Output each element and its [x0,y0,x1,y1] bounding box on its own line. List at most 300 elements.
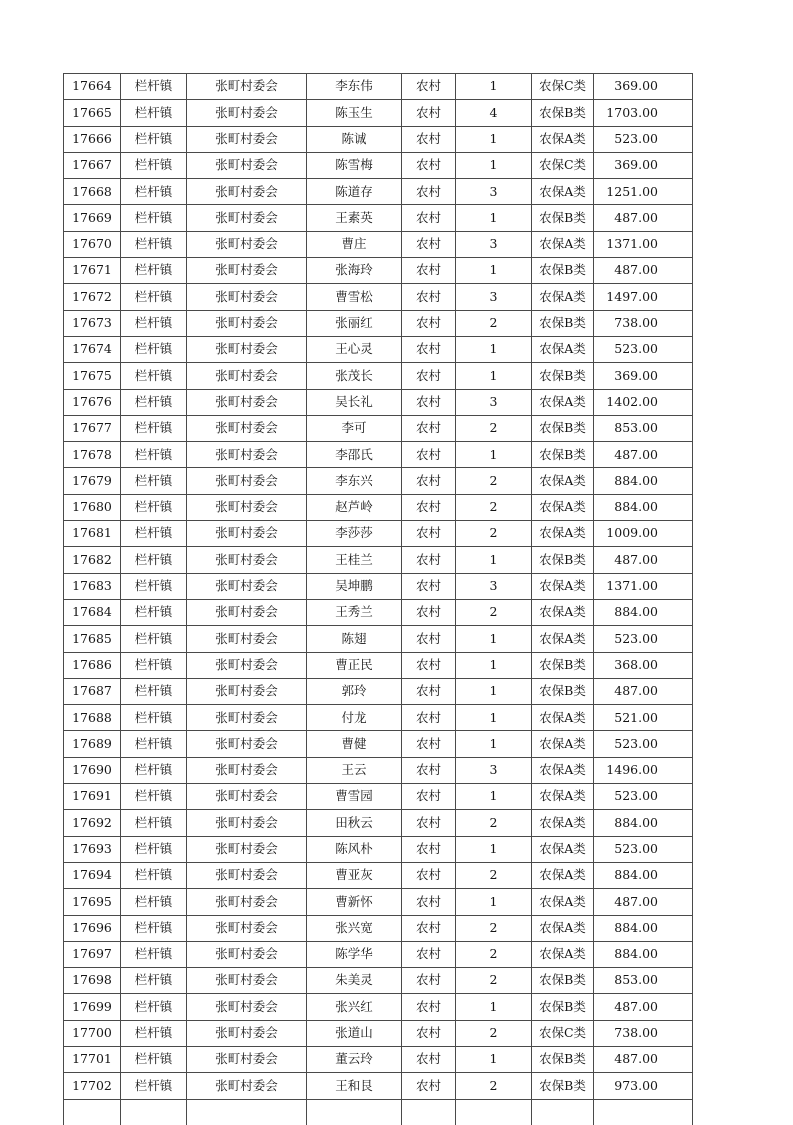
table-row [64,547,693,573]
cell-amount: 487.00 [594,889,693,915]
cell-name: 李莎莎 [307,521,402,547]
cell-id: 17699 [64,994,121,1020]
cell-type: 农村 [402,573,456,599]
cell-village: 张町村委会 [187,1046,307,1072]
cell-category: 农保B类 [532,1073,594,1099]
cell-count: 2 [456,941,532,967]
cell-id: 17680 [64,494,121,520]
cell-type: 农村 [402,1046,456,1072]
table-row [64,231,693,257]
cell-name: 陈道存 [307,179,402,205]
cell-type: 农村 [402,626,456,652]
table-row [64,442,693,468]
cell-category: 农保C类 [532,74,594,100]
table-row [64,941,693,967]
cell-amount: 884.00 [594,810,693,836]
cell-amount: 369.00 [594,152,693,178]
cell-town: 栏杆镇 [121,810,187,836]
cell-type: 农村 [402,336,456,362]
table-row [64,415,693,441]
cell-count: 2 [456,521,532,547]
cell-category: 农保A类 [532,336,594,362]
cell-count: 1 [456,705,532,731]
cell-count: 1 [456,889,532,915]
cell-village: 张町村委会 [187,994,307,1020]
cell-type: 农村 [402,179,456,205]
cell-village: 张町村委会 [187,284,307,310]
cell-id: 17675 [64,363,121,389]
cell-category: 农保A类 [532,599,594,625]
cell-amount: 884.00 [594,915,693,941]
cell-count: 3 [456,284,532,310]
cell-town: 栏杆镇 [121,652,187,678]
cell-town: 栏杆镇 [121,205,187,231]
cell-count: 1 [456,363,532,389]
cell-count: 2 [456,915,532,941]
cell-category: 农保A类 [532,862,594,888]
cell-id: 17690 [64,757,121,783]
cell-count: 3 [456,573,532,599]
cell-village: 张町村委会 [187,336,307,362]
table-row [64,152,693,178]
cell-village: 张町村委会 [187,468,307,494]
cell-id: 17687 [64,678,121,704]
cell-type: 农村 [402,941,456,967]
cell-town: 栏杆镇 [121,494,187,520]
table-row [64,494,693,520]
cell-category: 农保A类 [532,521,594,547]
cell-town: 栏杆镇 [121,1073,187,1099]
cell-id: 17671 [64,258,121,284]
cell-name: 曹亚灰 [307,862,402,888]
cell-village: 张町村委会 [187,678,307,704]
cell-town: 栏杆镇 [121,573,187,599]
cell-count: 2 [456,310,532,336]
payment-table [63,73,693,1125]
cell-village: 张町村委会 [187,731,307,757]
cell-village: 张町村委会 [187,389,307,415]
cell-type: 农村 [402,757,456,783]
cell-amount [594,1099,693,1125]
cell-id: 17685 [64,626,121,652]
cell-count: 1 [456,836,532,862]
cell-village: 张町村委会 [187,152,307,178]
cell-id [64,1099,121,1125]
cell-town [121,1099,187,1125]
cell-type: 农村 [402,836,456,862]
cell-name: 陈翅 [307,626,402,652]
cell-name: 张海玲 [307,258,402,284]
cell-type: 农村 [402,547,456,573]
cell-count: 1 [456,547,532,573]
cell-category: 农保C类 [532,1020,594,1046]
cell-category: 农保B类 [532,310,594,336]
cell-amount: 523.00 [594,836,693,862]
cell-id: 17689 [64,731,121,757]
cell-village: 张町村委会 [187,573,307,599]
cell-village: 张町村委会 [187,862,307,888]
cell-town: 栏杆镇 [121,1046,187,1072]
cell-category: 农保B类 [532,205,594,231]
cell-name: 吴坤鹏 [307,573,402,599]
cell-id: 17697 [64,941,121,967]
cell-town: 栏杆镇 [121,100,187,126]
cell-count: 3 [456,231,532,257]
cell-amount: 487.00 [594,1046,693,1072]
cell-id: 17677 [64,415,121,441]
cell-type: 农村 [402,231,456,257]
cell-name: 曹雪松 [307,284,402,310]
cell-town: 栏杆镇 [121,389,187,415]
cell-name: 李东兴 [307,468,402,494]
cell-name: 王心灵 [307,336,402,362]
cell-type: 农村 [402,494,456,520]
cell-type: 农村 [402,258,456,284]
cell-name: 付龙 [307,705,402,731]
cell-category: 农保C类 [532,152,594,178]
cell-village: 张町村委会 [187,231,307,257]
cell-village: 张町村委会 [187,494,307,520]
cell-amount: 853.00 [594,968,693,994]
cell-amount: 1251.00 [594,179,693,205]
cell-village: 张町村委会 [187,521,307,547]
cell-id: 17682 [64,547,121,573]
cell-village: 张町村委会 [187,363,307,389]
cell-type: 农村 [402,442,456,468]
cell-amount: 523.00 [594,126,693,152]
cell-category: 农保B类 [532,258,594,284]
cell-count: 1 [456,74,532,100]
cell-category: 农保A类 [532,705,594,731]
cell-count: 1 [456,152,532,178]
cell-name: 李东伟 [307,74,402,100]
table-row [64,731,693,757]
cell-amount: 973.00 [594,1073,693,1099]
cell-type: 农村 [402,74,456,100]
cell-name: 曹雪园 [307,784,402,810]
cell-amount: 1371.00 [594,573,693,599]
cell-id: 17679 [64,468,121,494]
cell-name: 郭玲 [307,678,402,704]
cell-village: 张町村委会 [187,74,307,100]
cell-town: 栏杆镇 [121,941,187,967]
cell-town: 栏杆镇 [121,862,187,888]
table-row [64,468,693,494]
cell-type: 农村 [402,126,456,152]
cell-town: 栏杆镇 [121,442,187,468]
cell-type [402,1099,456,1125]
table-row [64,915,693,941]
cell-town: 栏杆镇 [121,74,187,100]
cell-type: 农村 [402,1020,456,1046]
table-row [64,1020,693,1046]
table-row [64,652,693,678]
table-row [64,889,693,915]
cell-type: 农村 [402,599,456,625]
cell-village: 张町村委会 [187,889,307,915]
cell-count: 1 [456,336,532,362]
cell-village: 张町村委会 [187,599,307,625]
cell-id: 17693 [64,836,121,862]
cell-count: 2 [456,1020,532,1046]
cell-count: 1 [456,1046,532,1072]
table-row [64,968,693,994]
cell-town: 栏杆镇 [121,968,187,994]
cell-village: 张町村委会 [187,547,307,573]
cell-type: 农村 [402,310,456,336]
cell-name: 吴长礼 [307,389,402,415]
cell-type: 农村 [402,678,456,704]
cell-name: 李可 [307,415,402,441]
cell-name: 王和艮 [307,1073,402,1099]
cell-name: 张兴红 [307,994,402,1020]
cell-village: 张町村委会 [187,205,307,231]
cell-category: 农保B类 [532,968,594,994]
table-row [64,757,693,783]
cell-name: 曹庄 [307,231,402,257]
cell-name: 张丽红 [307,310,402,336]
cell-id: 17684 [64,599,121,625]
cell-name: 张兴宽 [307,915,402,941]
cell-id: 17666 [64,126,121,152]
cell-town: 栏杆镇 [121,599,187,625]
cell-type: 农村 [402,810,456,836]
cell-amount: 523.00 [594,731,693,757]
cell-count: 1 [456,678,532,704]
cell-amount: 523.00 [594,784,693,810]
cell-count: 1 [456,442,532,468]
table-row [64,1073,693,1099]
cell-count: 4 [456,100,532,126]
cell-category: 农保B类 [532,100,594,126]
cell-type: 农村 [402,862,456,888]
cell-id: 17673 [64,310,121,336]
cell-village: 张町村委会 [187,941,307,967]
cell-village: 张町村委会 [187,442,307,468]
cell-category: 农保A类 [532,468,594,494]
cell-count: 1 [456,126,532,152]
cell-count: 2 [456,862,532,888]
cell-type: 农村 [402,784,456,810]
table-row-partial [64,1099,693,1125]
cell-category: 农保A类 [532,126,594,152]
cell-town: 栏杆镇 [121,626,187,652]
cell-id: 17669 [64,205,121,231]
cell-amount: 487.00 [594,258,693,284]
table-row [64,126,693,152]
cell-category: 农保A类 [532,284,594,310]
cell-village: 张町村委会 [187,100,307,126]
cell-id: 17696 [64,915,121,941]
cell-amount: 369.00 [594,74,693,100]
table-row [64,284,693,310]
cell-name: 李邵氏 [307,442,402,468]
cell-village: 张町村委会 [187,1020,307,1046]
cell-village: 张町村委会 [187,836,307,862]
cell-amount: 368.00 [594,652,693,678]
cell-name: 陈雪梅 [307,152,402,178]
cell-amount: 1497.00 [594,284,693,310]
cell-town: 栏杆镇 [121,889,187,915]
cell-id: 17692 [64,810,121,836]
cell-count: 1 [456,731,532,757]
cell-amount: 1402.00 [594,389,693,415]
cell-type: 农村 [402,731,456,757]
cell-category [532,1099,594,1125]
cell-type: 农村 [402,468,456,494]
cell-count: 1 [456,994,532,1020]
cell-category: 农保B类 [532,652,594,678]
cell-id: 17691 [64,784,121,810]
cell-category: 农保A类 [532,731,594,757]
cell-amount: 369.00 [594,363,693,389]
cell-amount: 521.00 [594,705,693,731]
cell-town: 栏杆镇 [121,521,187,547]
cell-village: 张町村委会 [187,757,307,783]
cell-category: 农保A类 [532,757,594,783]
cell-name: 王秀兰 [307,599,402,625]
cell-category: 农保A类 [532,889,594,915]
cell-village: 张町村委会 [187,415,307,441]
cell-amount: 487.00 [594,547,693,573]
cell-town: 栏杆镇 [121,1020,187,1046]
cell-count: 2 [456,494,532,520]
cell-village: 张町村委会 [187,810,307,836]
cell-category: 农保A类 [532,494,594,520]
cell-count: 2 [456,1073,532,1099]
table-row [64,784,693,810]
cell-town: 栏杆镇 [121,757,187,783]
cell-category: 农保A类 [532,810,594,836]
cell-name: 陈玉生 [307,100,402,126]
cell-name: 曹健 [307,731,402,757]
cell-count: 3 [456,757,532,783]
cell-name: 赵芦岭 [307,494,402,520]
table-row [64,994,693,1020]
table-row [64,862,693,888]
cell-type: 农村 [402,152,456,178]
cell-id: 17701 [64,1046,121,1072]
cell-category: 农保A类 [532,573,594,599]
cell-amount: 884.00 [594,468,693,494]
cell-village: 张町村委会 [187,126,307,152]
cell-name: 陈风朴 [307,836,402,862]
cell-town: 栏杆镇 [121,258,187,284]
cell-category: 农保A类 [532,626,594,652]
cell-amount: 487.00 [594,205,693,231]
cell-town: 栏杆镇 [121,336,187,362]
table-row [64,389,693,415]
cell-category: 农保A类 [532,784,594,810]
cell-amount: 1371.00 [594,231,693,257]
cell-amount: 884.00 [594,599,693,625]
cell-type: 农村 [402,389,456,415]
cell-type: 农村 [402,968,456,994]
cell-count: 1 [456,258,532,284]
table-row [64,836,693,862]
cell-name: 王云 [307,757,402,783]
cell-category: 农保B类 [532,1046,594,1072]
cell-town: 栏杆镇 [121,836,187,862]
cell-town: 栏杆镇 [121,784,187,810]
cell-town: 栏杆镇 [121,415,187,441]
cell-type: 农村 [402,994,456,1020]
cell-village: 张町村委会 [187,179,307,205]
cell-id: 17664 [64,74,121,100]
cell-amount: 1496.00 [594,757,693,783]
cell-id: 17702 [64,1073,121,1099]
cell-count: 1 [456,784,532,810]
table-row [64,599,693,625]
cell-town: 栏杆镇 [121,152,187,178]
cell-category: 农保B类 [532,442,594,468]
cell-amount: 884.00 [594,941,693,967]
cell-id: 17668 [64,179,121,205]
cell-count: 2 [456,968,532,994]
cell-type: 农村 [402,705,456,731]
table-row [64,573,693,599]
cell-name: 董云玲 [307,1046,402,1072]
cell-name: 曹新怀 [307,889,402,915]
cell-id: 17700 [64,1020,121,1046]
cell-town: 栏杆镇 [121,179,187,205]
cell-category: 农保A类 [532,836,594,862]
table-row [64,678,693,704]
cell-type: 农村 [402,1073,456,1099]
cell-type: 农村 [402,205,456,231]
cell-id: 17670 [64,231,121,257]
cell-village: 张町村委会 [187,652,307,678]
cell-village [187,1099,307,1125]
table-row [64,705,693,731]
cell-category: 农保A类 [532,389,594,415]
cell-town: 栏杆镇 [121,994,187,1020]
table-row [64,363,693,389]
cell-name: 张道山 [307,1020,402,1046]
table-row [64,100,693,126]
cell-name: 陈学华 [307,941,402,967]
cell-town: 栏杆镇 [121,915,187,941]
cell-id: 17688 [64,705,121,731]
cell-village: 张町村委会 [187,258,307,284]
cell-village: 张町村委会 [187,784,307,810]
cell-category: 农保B类 [532,547,594,573]
cell-count: 1 [456,626,532,652]
spreadsheet-page [63,73,693,1125]
cell-village: 张町村委会 [187,968,307,994]
cell-count: 1 [456,205,532,231]
cell-village: 张町村委会 [187,1073,307,1099]
cell-town: 栏杆镇 [121,310,187,336]
cell-town: 栏杆镇 [121,468,187,494]
cell-amount: 1009.00 [594,521,693,547]
cell-count: 3 [456,389,532,415]
cell-amount: 884.00 [594,494,693,520]
cell-town: 栏杆镇 [121,231,187,257]
cell-amount: 738.00 [594,310,693,336]
cell-id: 17672 [64,284,121,310]
cell-town: 栏杆镇 [121,284,187,310]
cell-count: 2 [456,415,532,441]
table-row [64,310,693,336]
cell-type: 农村 [402,889,456,915]
cell-category: 农保A类 [532,179,594,205]
cell-name: 朱美灵 [307,968,402,994]
cell-id: 17698 [64,968,121,994]
table-row [64,258,693,284]
cell-amount: 523.00 [594,626,693,652]
cell-id: 17686 [64,652,121,678]
